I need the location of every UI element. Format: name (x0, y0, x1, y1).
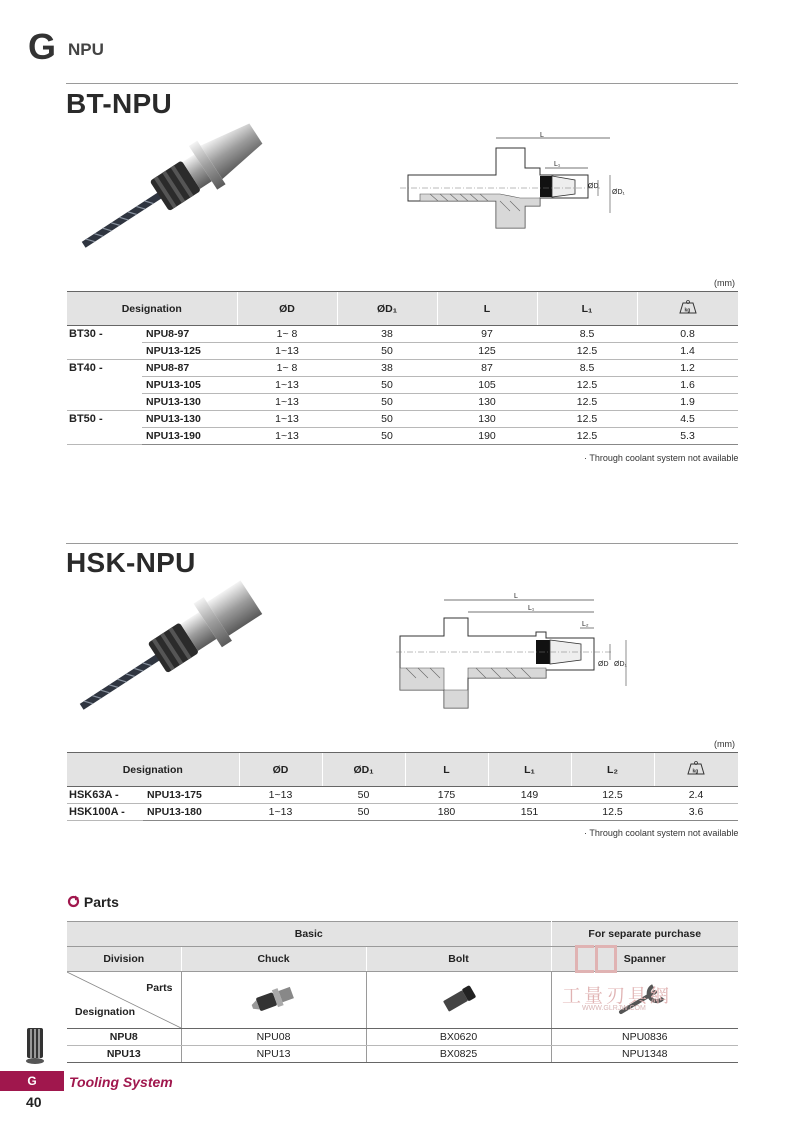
cell-weight: 2.4 (654, 787, 738, 804)
model-cell: NPU13-130 (142, 394, 237, 411)
division-header: Division (67, 947, 181, 972)
spanner-cell: NPU0836 (551, 1029, 738, 1046)
col-weight (654, 753, 738, 787)
bt-note: · Through coolant system not available (584, 453, 739, 463)
cell-l2: 12.5 (571, 804, 654, 821)
cell-d: 1~13 (237, 394, 337, 411)
table-row (67, 411, 738, 428)
watermark-text: 工量刃具網 (562, 986, 673, 1007)
cell-l: 130 (437, 411, 537, 428)
hsk-dim-l1-label: L₁ (528, 605, 535, 612)
chuck-image (249, 984, 299, 1014)
col-l1: L₁ (537, 292, 637, 326)
table-row (67, 787, 738, 804)
table-row (67, 804, 738, 821)
hsk-npu-product-image (60, 578, 282, 724)
designation-cell: NPU8 (67, 1029, 181, 1046)
model-cell: NPU13-130 (142, 411, 237, 428)
cell-d1: 50 (337, 343, 437, 360)
footer-title: Tooling System (69, 1074, 173, 1090)
bt-dim-l1-label: L₁ (554, 161, 561, 168)
cell-d: 1~13 (239, 787, 322, 804)
bt-npu-spec-table (67, 291, 738, 445)
bt-section-title: BT-NPU (66, 88, 173, 119)
model-cell: NPU8-97 (142, 326, 237, 343)
group-label: HSK63A - (67, 787, 143, 804)
cell-l2: 12.5 (571, 787, 654, 804)
cell-l: 97 (437, 326, 537, 343)
separate-purchase-header: For separate purchase (551, 922, 738, 947)
cell-l: 130 (437, 394, 537, 411)
hsk-unit-label: (mm) (714, 739, 735, 749)
svg-text:kg: kg (692, 768, 699, 775)
table-row (67, 428, 738, 445)
cell-l1: 149 (488, 787, 571, 804)
hsk-npu-spec-table (67, 752, 738, 821)
cell-l: 175 (405, 787, 488, 804)
table-row (67, 343, 738, 360)
designation-cell: NPU13 (67, 1046, 181, 1063)
cell-d: 1~13 (237, 343, 337, 360)
cell-weight: 4.5 (637, 411, 738, 428)
basic-header: Basic (67, 922, 551, 947)
hsk-dim-d-label: ØD (598, 661, 609, 668)
hsk-dim-l-label: L (514, 593, 518, 600)
cell-weight: 1.9 (637, 394, 738, 411)
model-cell: NPU13-175 (143, 787, 239, 804)
cell-l1: 151 (488, 804, 571, 821)
bolt-image-cell (366, 972, 551, 1029)
col-l1: L₁ (488, 753, 571, 787)
col-d1: ØD₁ (322, 753, 405, 787)
group-label: BT50 - (69, 413, 103, 426)
col-designation: Designation (67, 292, 237, 326)
cell-weight: 1.6 (637, 377, 738, 394)
model-cell: NPU8-87 (142, 360, 237, 377)
cell-weight: 3.6 (654, 804, 738, 821)
model-cell: NPU13-125 (142, 343, 237, 360)
bt-dim-d1-label: ØD₁ (612, 189, 625, 196)
cell-l: 180 (405, 804, 488, 821)
model-cell: NPU13-180 (143, 804, 239, 821)
spanner-cell: NPU1348 (551, 1046, 738, 1063)
hsk-note: · Through coolant system not available (584, 828, 739, 838)
cell-d1: 50 (337, 411, 437, 428)
cell-l: 190 (437, 428, 537, 445)
hsk-dim-d1-label: ØD₁ (614, 661, 627, 668)
cell-weight: 1.4 (637, 343, 738, 360)
parts-title: Parts (83, 894, 119, 910)
col-l: L (405, 753, 488, 787)
col-weight (637, 292, 738, 326)
bt-dim-l-label: L (540, 132, 544, 139)
bolt-image (439, 984, 479, 1014)
diagonal-header-cell (67, 972, 181, 1029)
cell-l1: 12.5 (537, 394, 637, 411)
header-rule (66, 83, 738, 84)
weight-icon (679, 300, 697, 314)
diag-designation-label: Designation (75, 1006, 136, 1018)
bolt-cell: BX0825 (366, 1046, 551, 1063)
cell-d1: 38 (337, 326, 437, 343)
cell-weight: 5.3 (637, 428, 738, 445)
cell-l1: 8.5 (537, 360, 637, 377)
cell-d: 1~ 8 (237, 360, 337, 377)
watermark-url: WWW.GLRJW.COM (582, 1005, 646, 1012)
cell-d: 1~ 8 (237, 326, 337, 343)
col-designation: Designation (67, 753, 239, 787)
cell-weight: 1.2 (637, 360, 738, 377)
spanner-header: Spanner (551, 947, 738, 972)
col-d: ØD (237, 292, 337, 326)
chuck-cell: NPU08 (181, 1029, 366, 1046)
bt-npu-technical-drawing (400, 128, 650, 240)
bt-npu-product-image (62, 118, 282, 258)
refresh-circle-icon (67, 895, 80, 908)
cell-l: 87 (437, 360, 537, 377)
page-number: 40 (26, 1094, 42, 1110)
cell-d1: 50 (337, 394, 437, 411)
cell-d1: 50 (337, 428, 437, 445)
cell-d1: 50 (322, 804, 405, 821)
table-row (67, 360, 738, 377)
cell-d1: 38 (337, 360, 437, 377)
model-cell: NPU13-105 (142, 377, 237, 394)
cell-l: 105 (437, 377, 537, 394)
cell-weight: 0.8 (637, 326, 738, 343)
cell-l1: 12.5 (537, 411, 637, 428)
cell-l1: 12.5 (537, 428, 637, 445)
chuck-image-cell (181, 972, 366, 1029)
chapter-title: NPU (68, 40, 104, 59)
cell-l1: 8.5 (537, 326, 637, 343)
cell-d: 1~13 (237, 428, 337, 445)
col-l: L (437, 292, 537, 326)
chapter-tab[interactable]: G (0, 1071, 64, 1091)
cell-d1: 50 (337, 377, 437, 394)
cell-d: 1~13 (237, 411, 337, 428)
hsk-dim-l2-label: L₂ (582, 621, 589, 628)
cell-d1: 50 (322, 787, 405, 804)
bt-dim-d-label: ØD (588, 183, 599, 190)
bolt-cell: BX0620 (366, 1029, 551, 1046)
chuck-header: Chuck (181, 947, 366, 972)
cell-l1: 12.5 (537, 343, 637, 360)
diagonal-line (67, 972, 181, 1028)
chapter-letter: G (28, 26, 57, 67)
group-label: HSK100A - (67, 804, 143, 821)
col-d1: ØD₁ (337, 292, 437, 326)
table-row (67, 394, 738, 411)
parts-heading (67, 894, 119, 910)
cell-l1: 12.5 (537, 377, 637, 394)
table-row (67, 326, 738, 343)
bolt-header: Bolt (366, 947, 551, 972)
col-d: ØD (239, 753, 322, 787)
collet-icon (24, 1028, 46, 1068)
group-label: BT40 - (69, 362, 103, 375)
weight-icon (687, 761, 705, 775)
table-row (67, 377, 738, 394)
group-label: BT30 - (69, 328, 103, 341)
diag-parts-label: Parts (146, 982, 173, 994)
cell-l: 125 (437, 343, 537, 360)
table-row (67, 1029, 738, 1046)
table-row (67, 1046, 738, 1063)
hsk-npu-technical-drawing (396, 588, 636, 716)
hsk-rule (66, 543, 738, 544)
hsk-section-title: HSK-NPU (66, 547, 196, 578)
bt-unit-label: (mm) (714, 278, 735, 288)
cell-d: 1~13 (239, 804, 322, 821)
svg-text:kg: kg (684, 307, 691, 314)
cell-d: 1~13 (237, 377, 337, 394)
col-l2: L₂ (571, 753, 654, 787)
model-cell: NPU13-190 (142, 428, 237, 445)
chuck-cell: NPU13 (181, 1046, 366, 1063)
